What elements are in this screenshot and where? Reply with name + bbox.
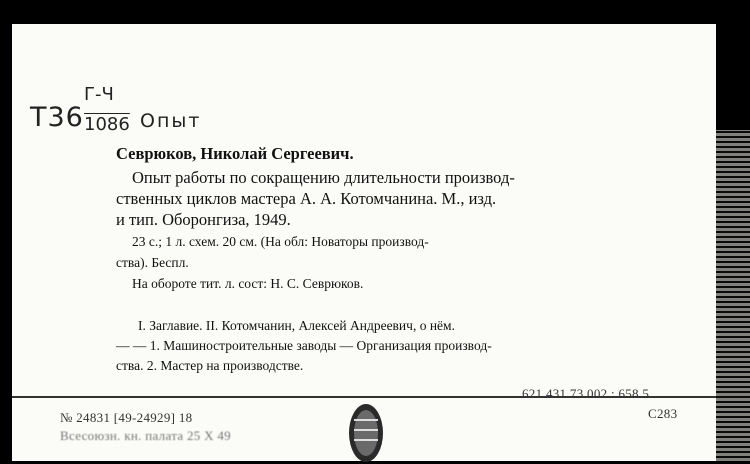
note-line: На обороте тит. л. сост: Н. С. Севрюков. xyxy=(132,276,364,291)
shelfmark-code: Т36 xyxy=(30,102,84,133)
scan-edge xyxy=(716,0,750,461)
ink-stamp-icon xyxy=(346,402,386,464)
title-line-2: ственных циклов мастера А. А. Котомчанина. М., изд. xyxy=(116,189,497,208)
author-heading: Севрюков, Николай Сергеевич. xyxy=(116,144,354,163)
cutter-number: С283 xyxy=(648,406,678,421)
catalog-card xyxy=(12,24,716,461)
udc-code: 621.431.73.002 : 658.5 xyxy=(522,386,650,401)
title-line-1: Опыт работы по сокращению длительности производ- xyxy=(132,168,515,187)
shelfmark-top: Г-Ч xyxy=(84,84,114,105)
tracing-line-1: I. Заглавие. II. Котомчанин, Алексей Андреевич, о нём. xyxy=(138,318,455,333)
card-number: № 24831 [49-24929] 18 xyxy=(60,410,193,425)
handwritten-heading: Опыт xyxy=(140,110,202,132)
shelfmark-bottom: 1086 xyxy=(84,114,130,135)
chamber-stamp-text: Всесоюзн. кн. палата 25 X 49 xyxy=(60,428,231,443)
tracing-line-2: — — 1. Машиностроительные заводы — Организация производ- xyxy=(116,338,492,353)
tracing-line-3: ства. 2. Мастер на производстве. xyxy=(116,358,304,373)
collation-line-2: ства). Беспл. xyxy=(116,255,189,270)
collation-line: 23 с.; 1 л. схем. 20 см. (На обл: Новаторы производ- xyxy=(132,234,429,249)
imprint-line: и тип. Оборонгиза, 1949. xyxy=(116,210,291,229)
